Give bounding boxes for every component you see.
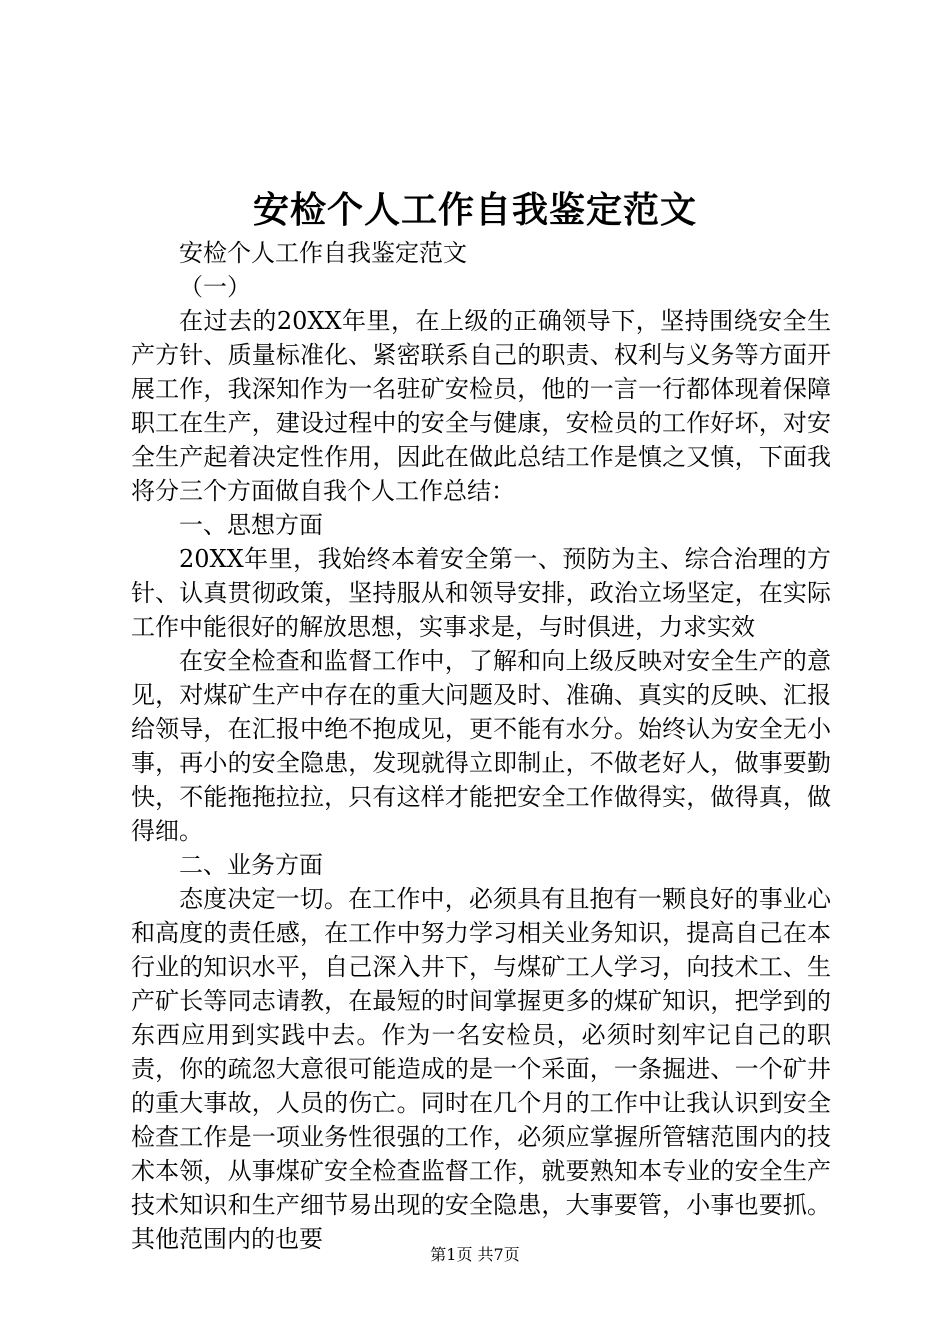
intro-paragraph: 在过去的20XX年里，在上级的正确领导下，坚持围绕安全生产方针、质量标准化、紧密联系自己的职责、权利与义务等方面开展工作，我深知作为一名驻矿安检员，他的一言一行都体现着保障职工在生产，建设过程中的安全与健康，安检员的工作好坏，对安全生产起着决定性作用，因此在做此总结工作是慎之又慎，下面我将分三个方面做自我个人工作总结：	[131, 307, 831, 505]
subtitle-line: 安检个人工作自我鉴定范文	[179, 239, 467, 267]
section-heading-business: 二、业务方面	[179, 851, 323, 879]
section-heading-thought: 一、思想方面	[179, 511, 323, 539]
page-footer: 第1页 共7页	[430, 1245, 520, 1264]
section-number-line: （一）	[179, 273, 251, 301]
business-paragraph: 态度决定一切。在工作中，必须具有且抱有一颗良好的事业心和高度的责任感，在工作中努力学习相关业务知识，提高自己在本行业的知识水平，自己深入井下，与煤矿工人学习，向技术工、生产矿长等同志请教，在最短的时间掌握更多的煤矿知识，把学到的东西应用到实践中去。作为一名安检员，必须时刻牢记自己的职责，你的疏忽大意很可能造成的是一个采面，一条掘进、一个矿井的重大事故，人员的伤亡。同时在几个月的工作中让我认识到安全检查工作是一项业务性很强的工作，必须应掌握所管辖范围内的技术本领，从事煤矿安全检查监督工作，就要熟知本专业的安全生产技术知识和生产细节易出现的安全隐患，大事要管，小事也要抓。其他范围内的也要	[131, 885, 831, 1253]
inspection-paragraph: 在安全检查和监督工作中，了解和向上级反映对安全生产的意见，对煤矿生产中存在的重大问题及时、准确、真实的反映、汇报给领导，在汇报中绝不抱成见，更不能有水分。始终认为安全无小事，再小的安全隐患，发现就得立即制止，不做老好人，做事要勤快，不能拖拖拉拉，只有这样才能把安全工作做得实，做得真，做得细。	[131, 647, 831, 845]
thought-paragraph: 20XX年里，我始终本着安全第一、预防为主、综合治理的方针、认真贯彻政策，坚持服从和领导安排，政治立场坚定，在实际工作中能很好的解放思想，实事求是，与时俱进，力求实效	[131, 545, 831, 641]
document-title: 安检个人工作自我鉴定范文	[252, 189, 697, 231]
document-body	[131, 236, 831, 1256]
